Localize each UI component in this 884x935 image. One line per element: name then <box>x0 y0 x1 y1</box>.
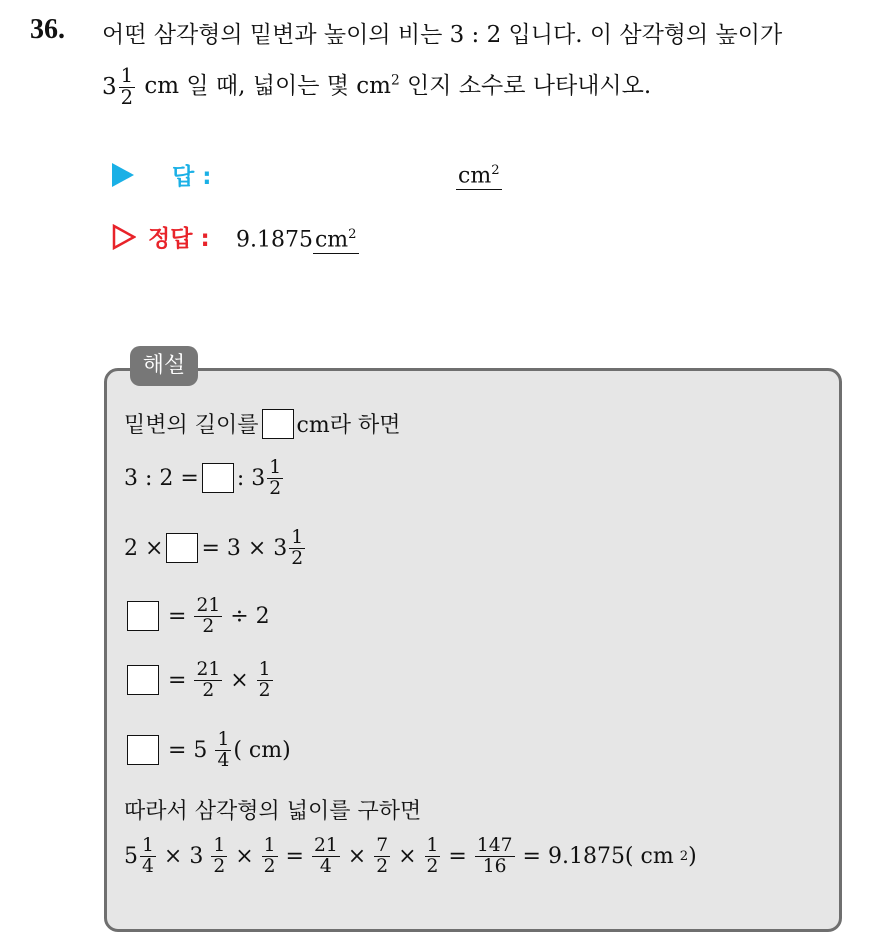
solution-line-7: 따라서 삼각형의 넓이를 구하면 <box>124 799 422 824</box>
play-triangle-icon <box>112 163 134 187</box>
solution-line-8: 5 $\frac{1}{4}$ × 3 $\frac{1}{2}$ × $\frac{1}{2}$ = $\frac{21}{4}$ × $\frac{7}{2}$ × $\frac{1}{2}$ = $\frac{147}{16}$ = 9.1875( cm 2 ) <box>124 835 697 877</box>
blank-box <box>166 533 198 563</box>
question-text-line2: 3 $\frac{1}{2}$ cm 일 때, 넓이는 몇 $cm^2$ 인지 소수로 나타내시오. <box>102 64 652 109</box>
solution-line-3: 2 × = 3 × 3 $\frac{1}{2}$ <box>124 527 304 569</box>
correct-answer-value: $9.1875cm^2$ <box>236 222 359 254</box>
question-text-line1: 어떤 삼각형의 밑변과 높이의 비는 3 : 2 입니다. 이 삼각형의 높이가 <box>102 22 783 48</box>
correct-answer-row <box>112 218 532 254</box>
solution-line-2: 3 : 2 = : 3 $\frac{1}{2}$ <box>124 457 282 499</box>
blank-box <box>127 735 159 765</box>
solution-line-6: = 5 $\frac{1}{4}$ ( cm) <box>124 730 291 770</box>
height-fraction: $\frac{1}{2}$ <box>120 64 134 109</box>
correct-answer-label: 정답 : <box>148 226 210 252</box>
outline-triangle-icon <box>112 224 136 250</box>
height-mixed-number: 3 $\frac{1}{2}$ <box>102 64 134 109</box>
solution-line-4: = $\frac{21}{2}$ ÷ 2 <box>124 596 276 636</box>
solution-line-5: = $\frac{21}{2}$ × $\frac{1}{2}$ <box>124 660 275 700</box>
solution-tab: 해설 <box>130 346 198 386</box>
answer-row <box>112 156 532 192</box>
question-number: 36. <box>30 14 65 45</box>
blank-box <box>127 665 159 695</box>
answer-unit: $cm^2$ <box>456 158 502 190</box>
solution-line-1: 밑변의 길이를 cm라 하면 <box>124 408 400 439</box>
blank-box <box>127 601 159 631</box>
blank-box <box>202 463 234 493</box>
answer-label: 답 : <box>172 164 212 190</box>
blank-box <box>262 409 294 439</box>
